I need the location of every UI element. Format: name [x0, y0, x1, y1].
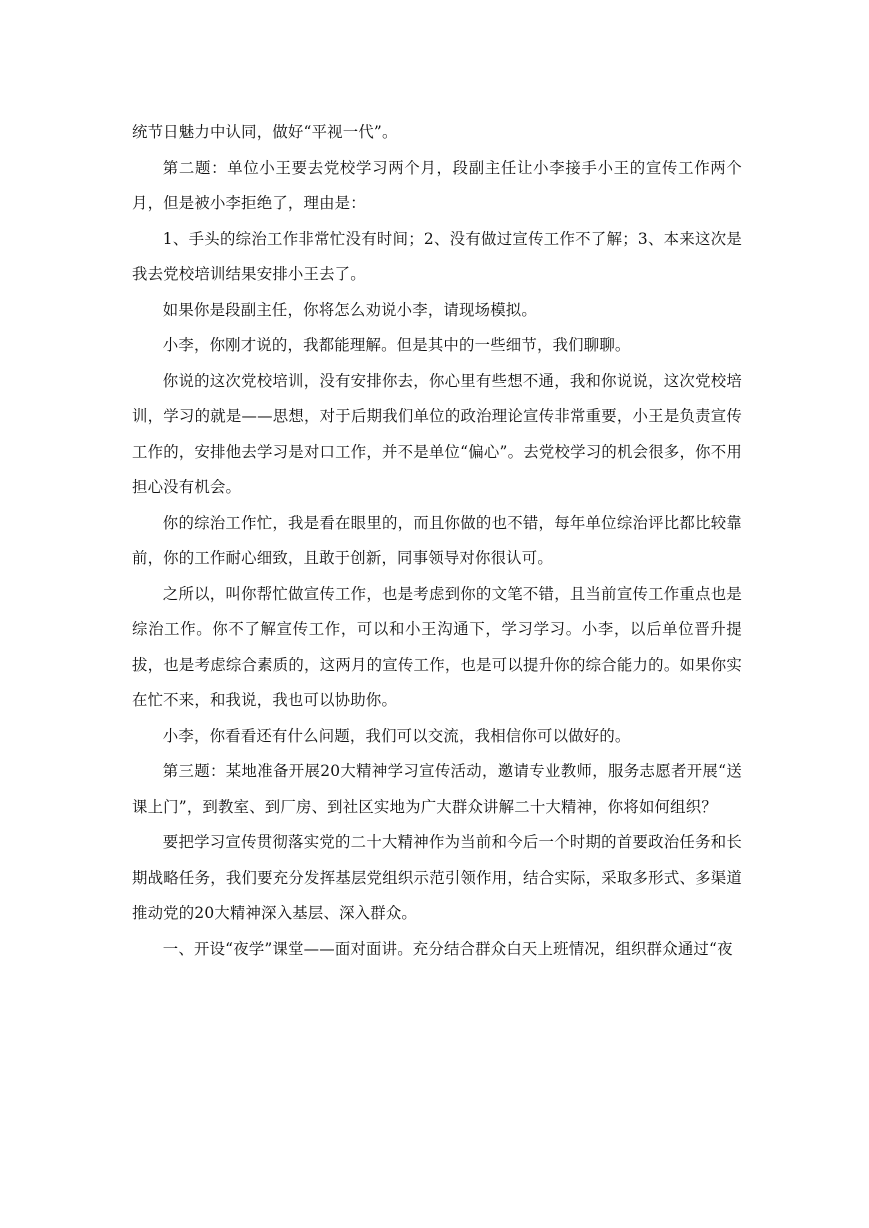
paragraph-question-two: 第二题：单位小王要去党校学习两个月，段副主任让小李接手小王的宣传工作两个月，但是被小李拒绝了，理由是： [132, 158, 742, 212]
paragraph-answer-reason: 之所以，叫你帮忙做宣传工作，也是考虑到你的文笔不错，且当前宣传工作重点也是综治工作。你不了解宣传工作，可以和小王沟通下，学习学习。小李，以后单位晋升提拔，也是考虑综合素质的，这两月的宣传工作，也是可以提升你的综合能力的。如果你实在忙不来，和我说，我也可以协助你。 [132, 584, 742, 709]
paragraph-answer-closing: 小李，你看看还有什么问题，我们可以交流，我相信你可以做好的。 [162, 726, 631, 745]
paragraph-prompt: 如果你是段副主任，你将怎么劝说小李，请现场模拟。 [162, 300, 537, 319]
paragraph-continuation: 统节日魅力中认同，做好“平视一代”。 [132, 123, 398, 141]
paragraph-answer-opening: 小李，你刚才说的，我都能理解。但是其中的一些细节，我们聊聊。 [162, 336, 631, 354]
paragraph-answer-training: 你说的这次党校培训，没有安排你去，你心里有些想不通，我和你说说，这次党校培训，学习的就是——思想，对于后期我们单位的政治理论宣传非常重要，小王是负责宣传工作的，安排他去学习是对口工作，并不是单位“偏心”。去党校学习的机会很多，你不用担心没有机会。 [132, 371, 742, 496]
paragraph-answer-workload: 你的综治工作忙，我是看在眼里的，而且你做的也不错，每年单位综治评比都比较靠前，你的工作耐心细致，且敢于创新，同事领导对你很认可。 [132, 513, 742, 567]
document-body [132, 115, 742, 967]
paragraph-reasons: 1、手头的综治工作非常忙没有时间；2、没有做过宣传工作不了解；3、本来这次是我去党校培训结果安排小王去了。 [132, 229, 742, 283]
paragraph-question-three: 第三题：某地准备开展20大精神学习宣传活动，邀请专业教师，服务志愿者开展“送课上门”，到教室、到厂房、到社区实地为广大群众讲解二十大精神，你将如何组织？ [132, 762, 742, 816]
paragraph-point-one: 一、开设“夜学”课堂——面对面讲。充分结合群众白天上班情况，组织群众通过“夜 [162, 939, 733, 958]
paragraph-answer-intro: 要把学习宣传贯彻落实党的二十大精神作为当前和今后一个时期的首要政治任务和长期战略任务，我们要充分发挥基层党组织示范引领作用，结合实际，采取多形式、多渠道推动党的20大精神深入基层、深入群众。 [132, 833, 742, 922]
